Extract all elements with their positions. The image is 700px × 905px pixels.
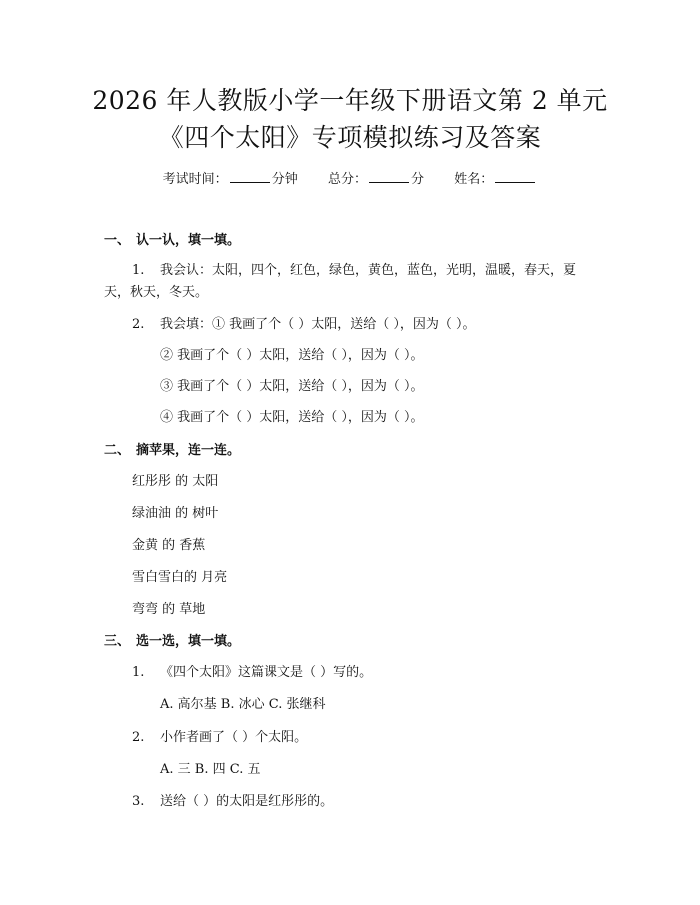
s3-q3 <box>132 793 333 811</box>
s1-q1-text-line2: 天，秋天，冬天。 <box>104 285 209 300</box>
exam-score-label: 总分： <box>327 172 367 187</box>
s1-q1-line1 <box>132 262 576 280</box>
s1-q2-number: 2. <box>132 317 145 332</box>
section-2-number: 二、 <box>104 443 131 458</box>
s3-q2-options: A. 三 B. 四 C. 五 <box>160 762 261 777</box>
exam-score-unit: 分 <box>411 172 425 187</box>
s3-q3-text: 送给（ ）的太阳是红彤彤的。 <box>160 794 334 809</box>
s3-q3-number: 3. <box>132 794 145 809</box>
exam-time-unit: 分钟 <box>271 172 298 187</box>
section-1-number: 一、 <box>104 233 131 248</box>
section-3-title: 选一选，填一填。 <box>136 634 241 649</box>
s2-item-3: 金黄 的 香蕉 <box>132 538 206 553</box>
s3-q1 <box>132 664 372 682</box>
s1-q1-number: 1. <box>132 263 145 278</box>
s2-item-2: 绿油油 的 树叶 <box>132 506 219 521</box>
exam-time-blank <box>230 170 270 183</box>
section-2-heading <box>104 442 240 460</box>
exam-name-blank <box>495 170 535 183</box>
section-2-title: 摘苹果，连一连。 <box>136 443 241 458</box>
document-title-line2: 《四个太阳》专项模拟练习及答案 <box>158 123 542 152</box>
s1-q2-text-2: ② 我画了个（ ）太阳，送给（ ），因为（ ）。 <box>160 348 424 363</box>
s1-q2-text-3: ③ 我画了个（ ）太阳，送给（ ），因为（ ）。 <box>160 379 424 394</box>
s3-q1-text: 《四个太阳》这篇课文是（ ）写的。 <box>160 665 373 680</box>
exam-time-label: 考试时间： <box>162 172 228 187</box>
s3-q1-options: A. 高尔基 B. 冰心 C. 张继科 <box>160 697 326 712</box>
s3-q2-text: 小作者画了（ ）个太阳。 <box>160 730 308 745</box>
s1-q1-text-line1: 我会认：太阳，四个，红色，绿色，黄色，蓝色，光明，温暖，春天，夏 <box>160 263 577 278</box>
s3-q2 <box>132 729 307 747</box>
exam-score-blank <box>369 170 409 183</box>
s3-q1-number: 1. <box>132 665 145 680</box>
s1-q2-text-1: 我会填：① 我画了个（ ）太阳，送给（ ），因为（ ）。 <box>160 317 476 332</box>
document-title-line1: 2026 年人教版小学一年级下册语文第 2 单元 <box>92 86 608 115</box>
s1-q2-line1 <box>132 316 476 334</box>
s2-item-4: 雪白雪白的 月亮 <box>132 570 228 585</box>
s2-item-5: 弯弯 的 草地 <box>132 602 206 617</box>
s1-q2-text-4: ④ 我画了个（ ）太阳，送给（ ），因为（ ）。 <box>160 410 424 425</box>
exam-name-label: 姓名： <box>454 172 494 187</box>
exam-info <box>0 170 700 189</box>
section-1-heading <box>104 232 240 250</box>
s3-q2-number: 2. <box>132 730 145 745</box>
s2-item-1: 红彤彤 的 太阳 <box>132 474 219 489</box>
section-3-number: 三、 <box>104 634 131 649</box>
section-1-title: 认一认，填一填。 <box>136 233 241 248</box>
section-3-heading <box>104 633 240 651</box>
